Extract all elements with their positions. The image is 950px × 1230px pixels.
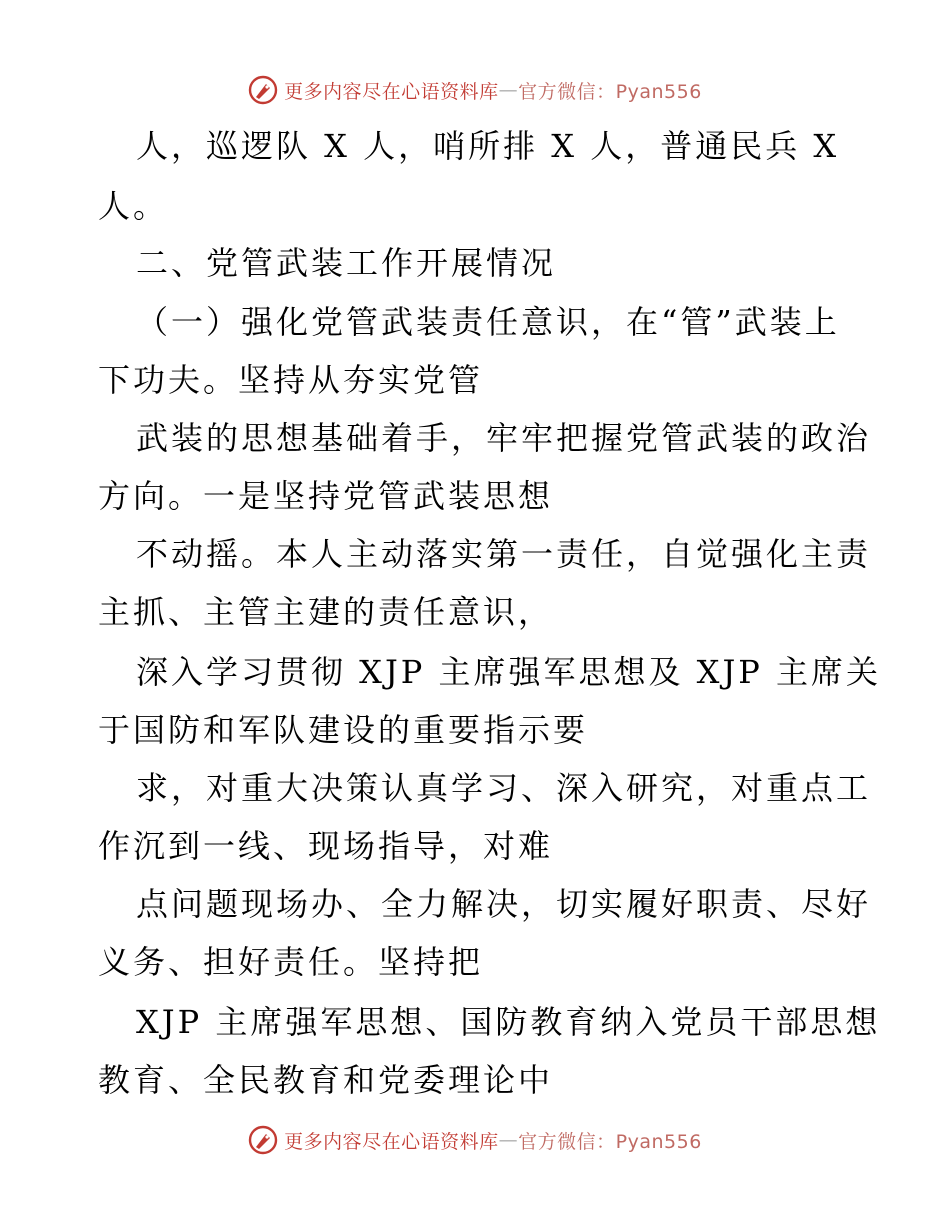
footer-watermark bbox=[0, 1120, 950, 1160]
body-line: 于国防和军队建设的重要指示要 bbox=[98, 711, 589, 749]
body-line: 作沉到一线、现场指导，对难 bbox=[98, 827, 554, 865]
watermark-main-text: 更多内容尽在心语资料库 bbox=[284, 80, 499, 103]
pen-nib-logo-icon bbox=[248, 75, 278, 105]
body-line: 主抓、主管主建的责任意识， bbox=[98, 593, 554, 631]
body-line: 义务、担好责任。坚持把 bbox=[98, 943, 484, 981]
body-line: 点问题现场办、全力解决，切实履好职责、尽好 bbox=[136, 885, 872, 923]
watermark-main-text: 更多内容尽在心语资料库 bbox=[284, 1130, 499, 1153]
watermark-separator: — bbox=[498, 79, 519, 101]
body-line: 深入学习贯彻 XJP 主席强军思想及 XJP 主席关 bbox=[136, 653, 881, 691]
body-line: 人，巡逻队 X 人，哨所排 X 人，普通民兵 X bbox=[136, 127, 840, 165]
body-line: XJP 主席强军思想、国防教育纳入党员干部思想 bbox=[136, 1003, 881, 1041]
body-line: 方向。一是坚持党管武装思想 bbox=[98, 477, 554, 515]
subsection-heading: （一）强化党管武装责任意识，在“管”武装上 bbox=[136, 303, 840, 341]
body-line: 教育、全民教育和党委理论中 bbox=[98, 1061, 554, 1099]
body-line: 不动摇。本人主动落实第一责任，自觉强化主责 bbox=[136, 535, 872, 573]
body-line: 人。 bbox=[98, 187, 169, 225]
watermark-contact-text: 官方微信：Pyan556 bbox=[518, 1130, 702, 1153]
body-line: 求，对重大决策认真学习、深入研究，对重点工 bbox=[136, 769, 872, 807]
watermark-contact-text: 官方微信：Pyan556 bbox=[518, 80, 702, 103]
body-line: 武装的思想基础着手，牢牢把握党管武装的政治 bbox=[136, 419, 872, 457]
header-watermark bbox=[0, 70, 950, 110]
pen-nib-logo-icon bbox=[248, 1125, 278, 1155]
body-line: 下功夫。坚持从夯实党管 bbox=[98, 361, 484, 399]
watermark-separator: — bbox=[498, 1129, 519, 1151]
section-heading: 二、党管武装工作开展情况 bbox=[136, 244, 557, 282]
